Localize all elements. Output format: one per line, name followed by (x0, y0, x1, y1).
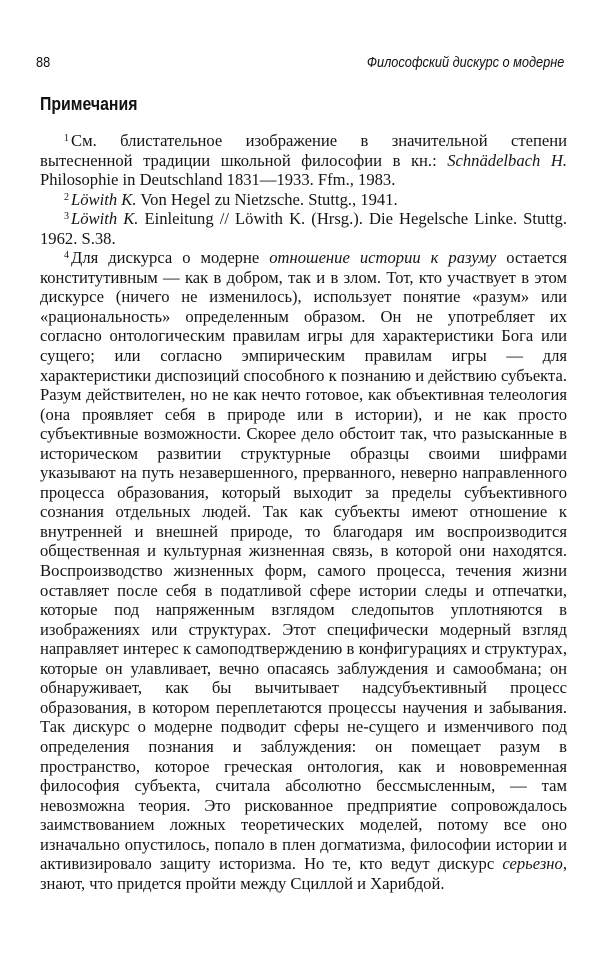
section-title: Примечания (40, 94, 138, 114)
note-2 (40, 190, 567, 210)
page-header (36, 50, 564, 76)
note-number: 3 (64, 211, 69, 223)
note-author: Löwith K. (71, 189, 137, 209)
note-emphasis: отношение истории к разуму (269, 248, 497, 268)
note-1 (40, 131, 567, 190)
note-number: 1 (64, 133, 69, 144)
note-3 (40, 209, 567, 248)
note-text: Philosophie in Deutschland 1831—1933. Ffm., 1983. (40, 170, 396, 190)
note-text: , знают, что придется пройти между Сциллой и Харибдой. (40, 854, 567, 893)
note-emphasis: серьезно (502, 854, 563, 874)
note-text: остается конститутивным — как в добром, так и в злом. Тот, кто участвует в этом дискурсе (ничего не изменилось), использует понятие «разум» или «рациональность» определенным образом. Он не употребляет их согласно онтологическим правилам игры для характеристики Бога или сущего; или согласно эмпирическим правилам игры — для характеристики диспозиций способного к познанию и действию субъекта. Разум действителен, но не как нечто готовое, как объективная телеология (она проявляет себя в природе или в истории), и не как просто субъективные возможности. Скорее дело обстоит так, что разысканные в историческом развитии структурные образцы своими шифрами указывают на путь незавершенного, прерванного, неверно направленного процесса образования, который выходит за пределы субъективного сознания отдельных людей. Так как субъекты имеют отношение к внутренней и внешней природе, то благодаря им воспроизводится общественная и культурная жизненная связь, в которой они находятся. Воспроизводство жизненных форм, самого процесса, течения жизни оставляет после себя в податливой сфере истории следы и отпечатки, которые под напряженным взглядом следопытов уплотняются в изображениях или структурах. Этот специфически модерный взгляд направляет интерес к самоподтверждению в конфигурациях и структурах, которые он улавливает, вечно опасаясь заблуждения и самообмана; он обнаруживает, как бы вычитывает надсубъективный процесс образования, в котором переплетаются процессы научения и забывания. Так дискурс о модерне подводит сферы не-сущего и изменчивого под определения познания и заблуждения: он помещает разум в пространство, которое греческая онтология, как и нововременная философия субъекта, считала абсолютно бессмысленным, — там невозможна теория. Это рискованное предприятие сопровождалось заимствованием ложных теоретических моделей, потому все оно изначально опустилось, попало в плен догматизма, философии истории и активизировало защиту историзма. Но те, кто ведут дискурс (40, 248, 567, 874)
running-title: Философский дискурс о модерне (366, 54, 564, 71)
note-4 (40, 248, 567, 893)
note-text: Для дискурса о модерне (71, 248, 270, 268)
note-number: 2 (64, 191, 69, 203)
note-text: См. блистательное изображение в значительной степени вытесненной традиции школьной философии в кн.: (40, 131, 567, 170)
note-number: 4 (64, 250, 69, 262)
note-text: Einleitung // Löwith K. (Hrsg.). Die Hegelsche Linke. Stuttg. 1962. S.38. (40, 209, 567, 248)
note-author: Schnädelbach H. (447, 150, 567, 170)
page-number: 88 (36, 54, 51, 71)
note-author: Löwith K. (71, 209, 139, 229)
notes-list (40, 131, 567, 893)
note-text: Von Hegel zu Nietzsche. Stuttg., 1941. (136, 189, 398, 209)
